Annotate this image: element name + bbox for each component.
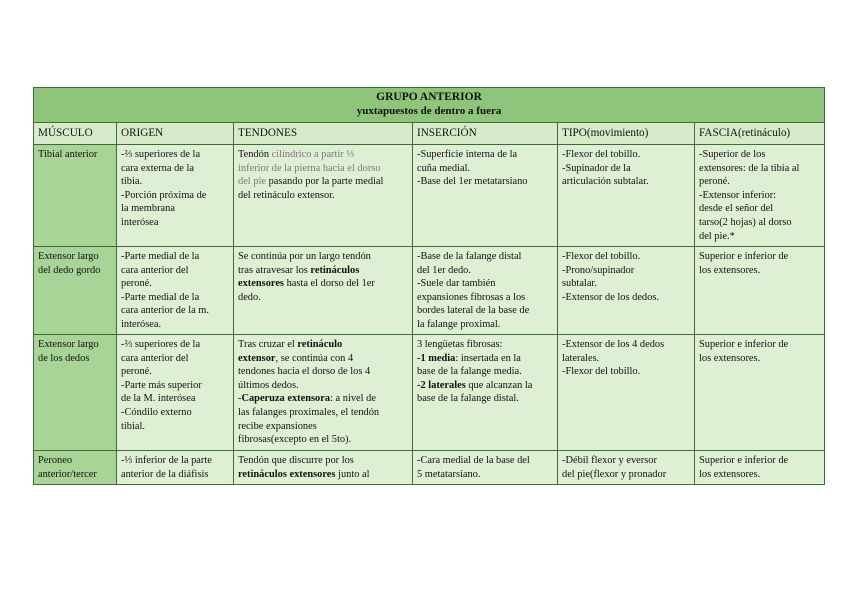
cell-line: últimos dedos.: [238, 379, 299, 391]
origen-cell: [117, 451, 234, 485]
cell-line: -⅔ superiores de la: [121, 149, 201, 160]
cell-line: -Superior de los: [699, 149, 766, 160]
cell-line: expansiones fibrosas a los: [417, 291, 526, 303]
cell-line: [417, 379, 553, 393]
cell-line: -Base de la falange distal: [417, 251, 522, 262]
cell-line: -Base del 1er metatarsiano: [417, 176, 528, 188]
bold-run: retináculo: [297, 339, 343, 350]
tendones-cell: [234, 247, 413, 335]
cell-line: Peroneo: [38, 455, 73, 466]
cell-line: del pie(flexor y pronador: [562, 468, 667, 480]
cell-line: cara anterior del: [121, 264, 189, 276]
cell-line: la falange proximal.: [417, 318, 501, 330]
cell-line: articulación subtalar.: [562, 176, 649, 188]
cell-line: Se continúa por un largo tendón: [238, 251, 371, 262]
origen-cell: [117, 247, 234, 335]
bold-run: extensores: [238, 278, 284, 290]
cell-line: de la M. interósea: [121, 393, 196, 405]
text-run: hasta el dorso del 1er: [283, 278, 375, 290]
cell-line: recibe expansiones: [238, 420, 317, 432]
table-title-cell: [34, 88, 825, 123]
insercion-cell: [413, 145, 558, 247]
cell-line: del 1er dedo.: [417, 264, 471, 276]
header-tendones: TENDONES: [234, 123, 413, 145]
cell-line: anterior/tercer: [38, 468, 97, 480]
tendones-cell: [234, 145, 413, 247]
musculo-cell: [34, 451, 117, 485]
cell-line: tarso(2 hojas) al dorso: [699, 216, 792, 228]
header-insercion: INSERCIÓN: [413, 123, 558, 145]
cell-line: -Supinador de la: [562, 162, 631, 174]
cell-line: bordes lateral de la base de: [417, 305, 530, 317]
bold-run: retináculos extensores: [238, 468, 336, 480]
cell-line: [238, 392, 408, 406]
cell-line: [238, 264, 408, 278]
cell-line: las falanges proximales, el tendón: [238, 406, 380, 418]
cell-line: [238, 352, 408, 366]
text-run: -: [238, 393, 242, 405]
cell-line: peroné.: [121, 278, 152, 290]
cell-line: base de la falange distal.: [417, 393, 519, 405]
tendones-cell: [234, 335, 413, 451]
cell-line: -Débil flexor y eversor: [562, 455, 657, 466]
table-subtitle: yuxtapuestos de dentro a fuera: [356, 104, 502, 117]
cell-line: 3 lengüetas fibrosas:: [417, 339, 503, 350]
cell-line: Tendón que discurre por los: [238, 455, 354, 466]
cell-line: extensores: de la tibia al: [699, 162, 800, 174]
cell-line: anterior de la diáfisis: [121, 468, 209, 480]
cell-line: -Parte medial de la: [121, 251, 200, 262]
cell-line: -⅔ superiores de la: [121, 339, 201, 350]
text-run: junto al: [335, 468, 370, 480]
cell-line: -Cóndilo externo: [121, 406, 192, 418]
cell-line: cara anterior de la m.: [121, 305, 209, 317]
tipo-cell: [558, 145, 695, 247]
musculo-cell: [34, 145, 117, 247]
bold-run: retináculos: [310, 264, 360, 276]
cell-line: Extensor largo: [38, 251, 99, 262]
cell-line: base de la falange media.: [417, 366, 522, 378]
cell-line: los extensores.: [699, 352, 761, 364]
text-run: , se continúa con 4: [275, 352, 354, 364]
cell-line: [238, 468, 408, 482]
cell-line: [238, 175, 408, 189]
cell-line: -Prono/supinador: [562, 264, 635, 276]
bold-run: Caperuza extensora: [241, 393, 331, 405]
cell-line: -Porción próxima de: [121, 189, 207, 201]
cell-line: Superior e inferior de: [699, 251, 789, 262]
cell-line: del pie.*: [699, 230, 735, 242]
origen-cell: [117, 335, 234, 451]
musculo-cell: [34, 247, 117, 335]
cell-line: -Extensor de los 4 dedos: [562, 339, 665, 350]
cell-line: tibia.: [121, 176, 143, 188]
cell-line: cara externa de la: [121, 162, 194, 174]
cell-line: [417, 352, 553, 366]
cell-line: laterales.: [562, 352, 600, 364]
cell-line: de los dedos: [38, 352, 90, 364]
cell-line: -Cara medial de la base del: [417, 455, 530, 466]
musculo-cell: [34, 335, 117, 451]
text-run: cilíndrico a partir ⅓: [271, 149, 355, 160]
cell-line: -Suele dar también: [417, 278, 496, 290]
tipo-cell: [558, 247, 695, 335]
tipo-cell: [558, 335, 695, 451]
fascia-cell: [695, 247, 825, 335]
cell-line: cuña medial.: [417, 162, 471, 174]
cell-line: inferior de la pierna hacia el dorso: [238, 162, 381, 174]
cell-line: Tibial anterior: [38, 149, 98, 160]
cell-line: la membrana: [121, 203, 175, 215]
table-row: [34, 335, 825, 451]
table-row: [34, 451, 825, 485]
table-title: GRUPO ANTERIOR: [376, 91, 482, 103]
cell-line: -Flexor del tobillo.: [562, 366, 641, 378]
cell-line: los extensores.: [699, 264, 761, 276]
cell-line: -Flexor del tobillo.: [562, 149, 641, 160]
header-origen: ORIGEN: [117, 123, 234, 145]
cell-line: Superior e inferior de: [699, 455, 789, 466]
text-run: que alcanzan la: [465, 379, 533, 391]
text-run: Tras cruzar el: [238, 339, 298, 350]
cell-line: fibrosas(excepto en el 5to).: [238, 434, 352, 446]
cell-line: del retináculo extensor.: [238, 189, 335, 201]
insercion-cell: [413, 247, 558, 335]
cell-line: cara anterior del: [121, 352, 189, 364]
text-run: : insertada en la: [455, 352, 521, 364]
header-row: [34, 123, 825, 145]
cell-line: dedo.: [238, 291, 261, 303]
tipo-cell: [558, 451, 695, 485]
cell-line: -Parte más superior: [121, 379, 202, 391]
cell-line: peroné.: [121, 366, 152, 378]
bold-run: -2 laterales: [417, 379, 466, 391]
header-fascia: FASCIA(retináculo): [695, 123, 825, 145]
cell-line: tendones hacia el dorso de los 4: [238, 366, 371, 378]
cell-line: desde el señor del: [699, 203, 774, 215]
cell-line: interósea.: [121, 318, 162, 330]
cell-line: tibial.: [121, 420, 145, 432]
cell-line: -Extensor inferior:: [699, 189, 777, 201]
text-run: pasando por la parte medial: [266, 176, 384, 188]
cell-line: los extensores.: [699, 468, 761, 480]
fascia-cell: [695, 335, 825, 451]
tendones-cell: [234, 451, 413, 485]
cell-line: subtalar.: [562, 278, 597, 290]
table-row: [34, 247, 825, 335]
cell-line: 5 metatarsiano.: [417, 468, 481, 480]
cell-line: [238, 338, 408, 352]
header-musculo: MÚSCULO: [34, 123, 117, 145]
table-row: [34, 145, 825, 247]
muscle-table: [33, 87, 825, 485]
cell-line: [238, 277, 408, 291]
insercion-cell: [413, 335, 558, 451]
fascia-cell: [695, 451, 825, 485]
text-run: del pie: [238, 176, 266, 188]
cell-line: -Extensor de los dedos.: [562, 291, 659, 303]
cell-line: interósea: [121, 216, 159, 228]
cell-line: del dedo gordo: [38, 264, 101, 276]
cell-line: -Parte medial de la: [121, 291, 200, 303]
cell-line: Superior e inferior de: [699, 339, 789, 350]
bold-run: -1 media: [417, 352, 456, 364]
insercion-cell: [413, 451, 558, 485]
cell-line: -Superficie interna de la: [417, 149, 518, 160]
text-run: : a nivel de: [330, 393, 376, 405]
cell-line: Extensor largo: [38, 339, 99, 350]
origen-cell: [117, 145, 234, 247]
cell-line: peroné.: [699, 176, 730, 188]
cell-line: -⅓ inferior de la parte: [121, 455, 212, 466]
text-run: Tendón: [238, 149, 272, 160]
bold-run: extensor: [238, 352, 276, 364]
text-run: tras atravesar los: [238, 264, 311, 276]
cell-line: -Flexor del tobillo.: [562, 251, 641, 262]
header-tipo: TIPO(movimiento): [558, 123, 695, 145]
cell-line: [238, 148, 408, 162]
fascia-cell: [695, 145, 825, 247]
title-row: [34, 88, 825, 123]
